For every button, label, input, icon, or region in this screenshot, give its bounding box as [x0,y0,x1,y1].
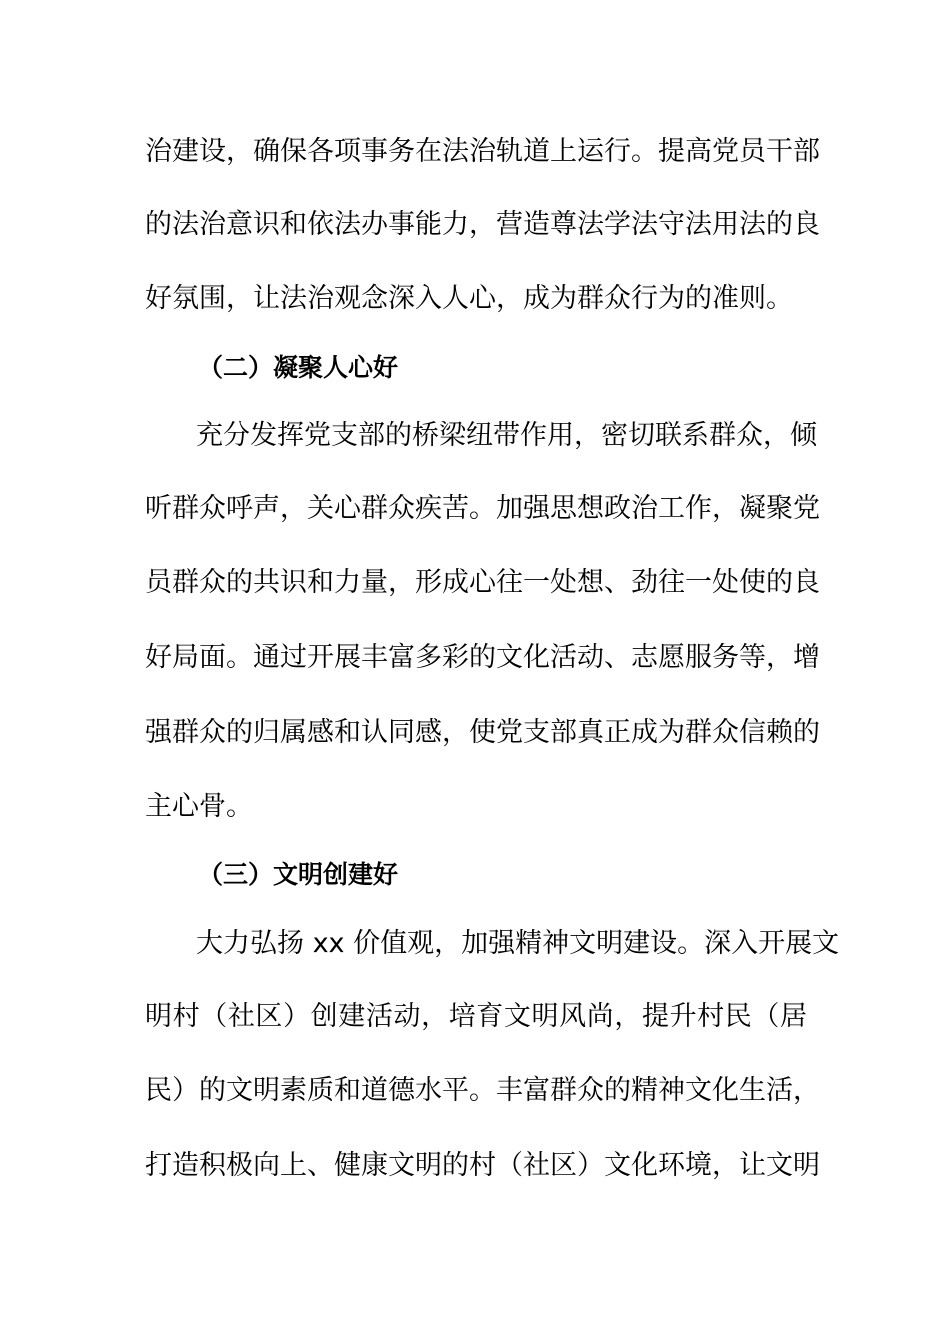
paragraph-line: 充分发挥党支部的桥梁纽带作用，密切联系群众，倾 [196,420,817,451]
paragraph-line: 强群众的归属感和认同感，使党支部真正成为群众信赖的 [145,717,820,748]
paragraph-line: 打造积极向上、健康文明的村（社区）文化环境，让文明 [145,1150,820,1181]
paragraph-line: 治建设，确保各项事务在法治轨道上运行。提高党员干部 [145,136,820,167]
paragraph-line: 好氛围，让法治观念深入人心，成为群众行为的准则。 [145,283,793,314]
section-heading-2: （二）凝聚人心好 [198,353,399,382]
paragraph-line: 的法治意识和依法办事能力，营造尊法学法守法用法的良 [145,209,820,240]
paragraph-line: 民）的文明素质和道德水平。丰富群众的精神文化生活， [145,1075,820,1106]
paragraph-line: 员群众的共识和力量，形成心往一处想、劲往一处使的良 [145,567,820,598]
paragraph-line: 主心骨。 [145,791,253,822]
section-heading-3: （三）文明创建好 [198,860,399,889]
paragraph-line: 大力弘扬 xx 价值观，加强精神文明建设。深入开展文 [196,928,840,959]
paragraph-line: 好局面。通过开展丰富多彩的文化活动、志愿服务等，增 [145,642,820,673]
paragraph-line: 明村（社区）创建活动，培育文明风尚，提升村民（居 [145,1001,807,1032]
paragraph-line: 听群众呼声，关心群众疾苦。加强思想政治工作，凝聚党 [145,493,820,524]
